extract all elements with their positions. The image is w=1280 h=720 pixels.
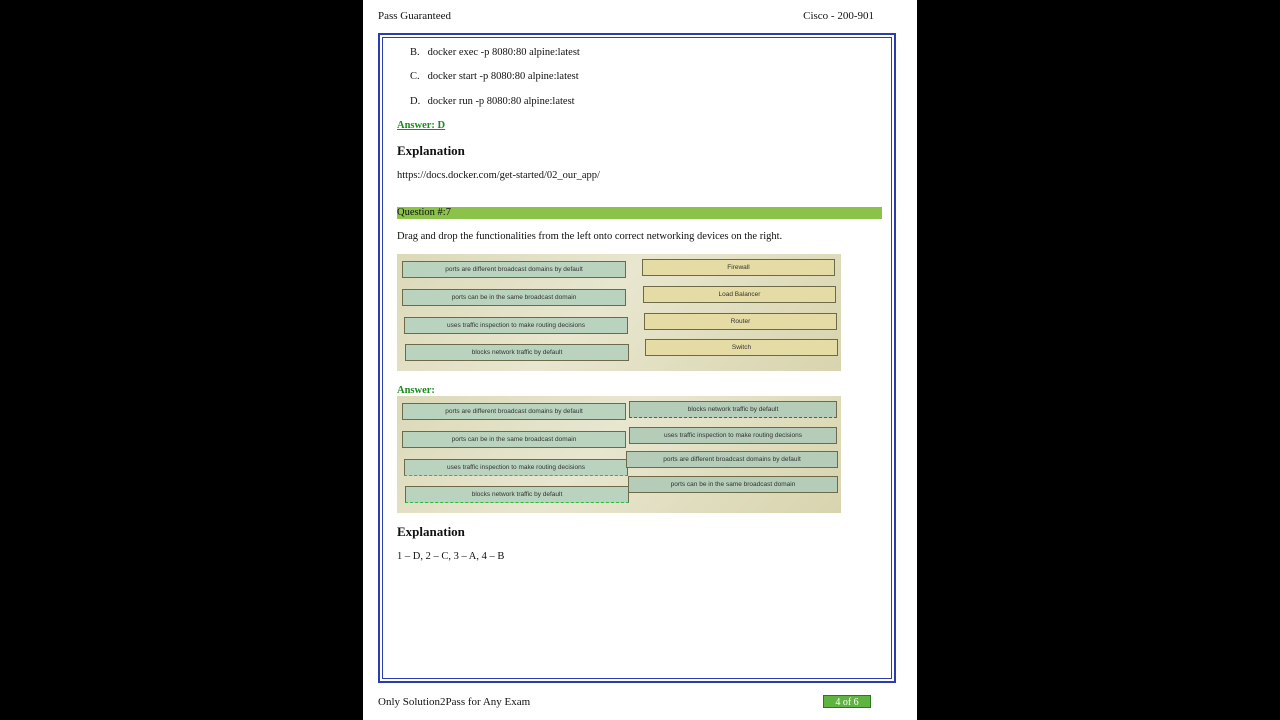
header-left: Pass Guaranteed [378, 10, 452, 22]
question-image [397, 254, 841, 371]
question-prompt: Drag and drop the functionalities from the left onto correct networking devices on the right. [397, 231, 783, 242]
answer-image [397, 396, 841, 513]
content-frame [378, 33, 896, 683]
option-c: C. docker start -p 8080:80 alpine:latest [410, 71, 579, 82]
document-page [363, 0, 917, 720]
question-title-bar: Question #:7 [397, 207, 882, 219]
option-b: B. docker exec -p 8080:80 alpine:latest [410, 47, 580, 58]
placed-item: ports are different broadcast domains by default [626, 451, 838, 468]
target-slot: Load Balancer [643, 286, 836, 303]
drag-item: uses traffic inspection to make routing decisions [404, 317, 628, 334]
drag-item: blocks network traffic by default [405, 344, 629, 361]
option-d: D. docker run -p 8080:80 alpine:latest [410, 96, 575, 107]
answer-label: Answer: [397, 385, 435, 396]
question-explanation-text: 1 – D, 2 – C, 3 – A, 4 – B [397, 551, 505, 562]
target-slot: Switch [645, 339, 838, 356]
drag-item: ports are different broadcast domains by default [402, 403, 626, 420]
footer-left: Only Solution2Pass for Any Exam [378, 696, 531, 708]
target-slot: Firewall [642, 259, 835, 276]
placed-item: uses traffic inspection to make routing decisions [629, 427, 837, 444]
placed-item: blocks network traffic by default [629, 401, 837, 418]
explanation-heading: Explanation [397, 143, 465, 158]
previous-answer: Answer: D [397, 120, 446, 131]
drag-item: ports can be in the same broadcast domain [402, 289, 626, 306]
drag-item: blocks network traffic by default [405, 486, 629, 503]
drag-item: ports are different broadcast domains by default [402, 261, 626, 278]
drag-item: ports can be in the same broadcast domain [402, 431, 626, 448]
header-right: Cisco - 200-901 [803, 10, 874, 22]
drag-item: uses traffic inspection to make routing decisions [404, 459, 628, 476]
explanation-link: https://docs.docker.com/get-started/02_our_app/ [397, 170, 600, 181]
page-number: 4 of 6 [823, 695, 871, 708]
target-slot: Router [644, 313, 837, 330]
question-explanation-heading: Explanation [397, 524, 465, 539]
placed-item: ports can be in the same broadcast domain [628, 476, 838, 493]
